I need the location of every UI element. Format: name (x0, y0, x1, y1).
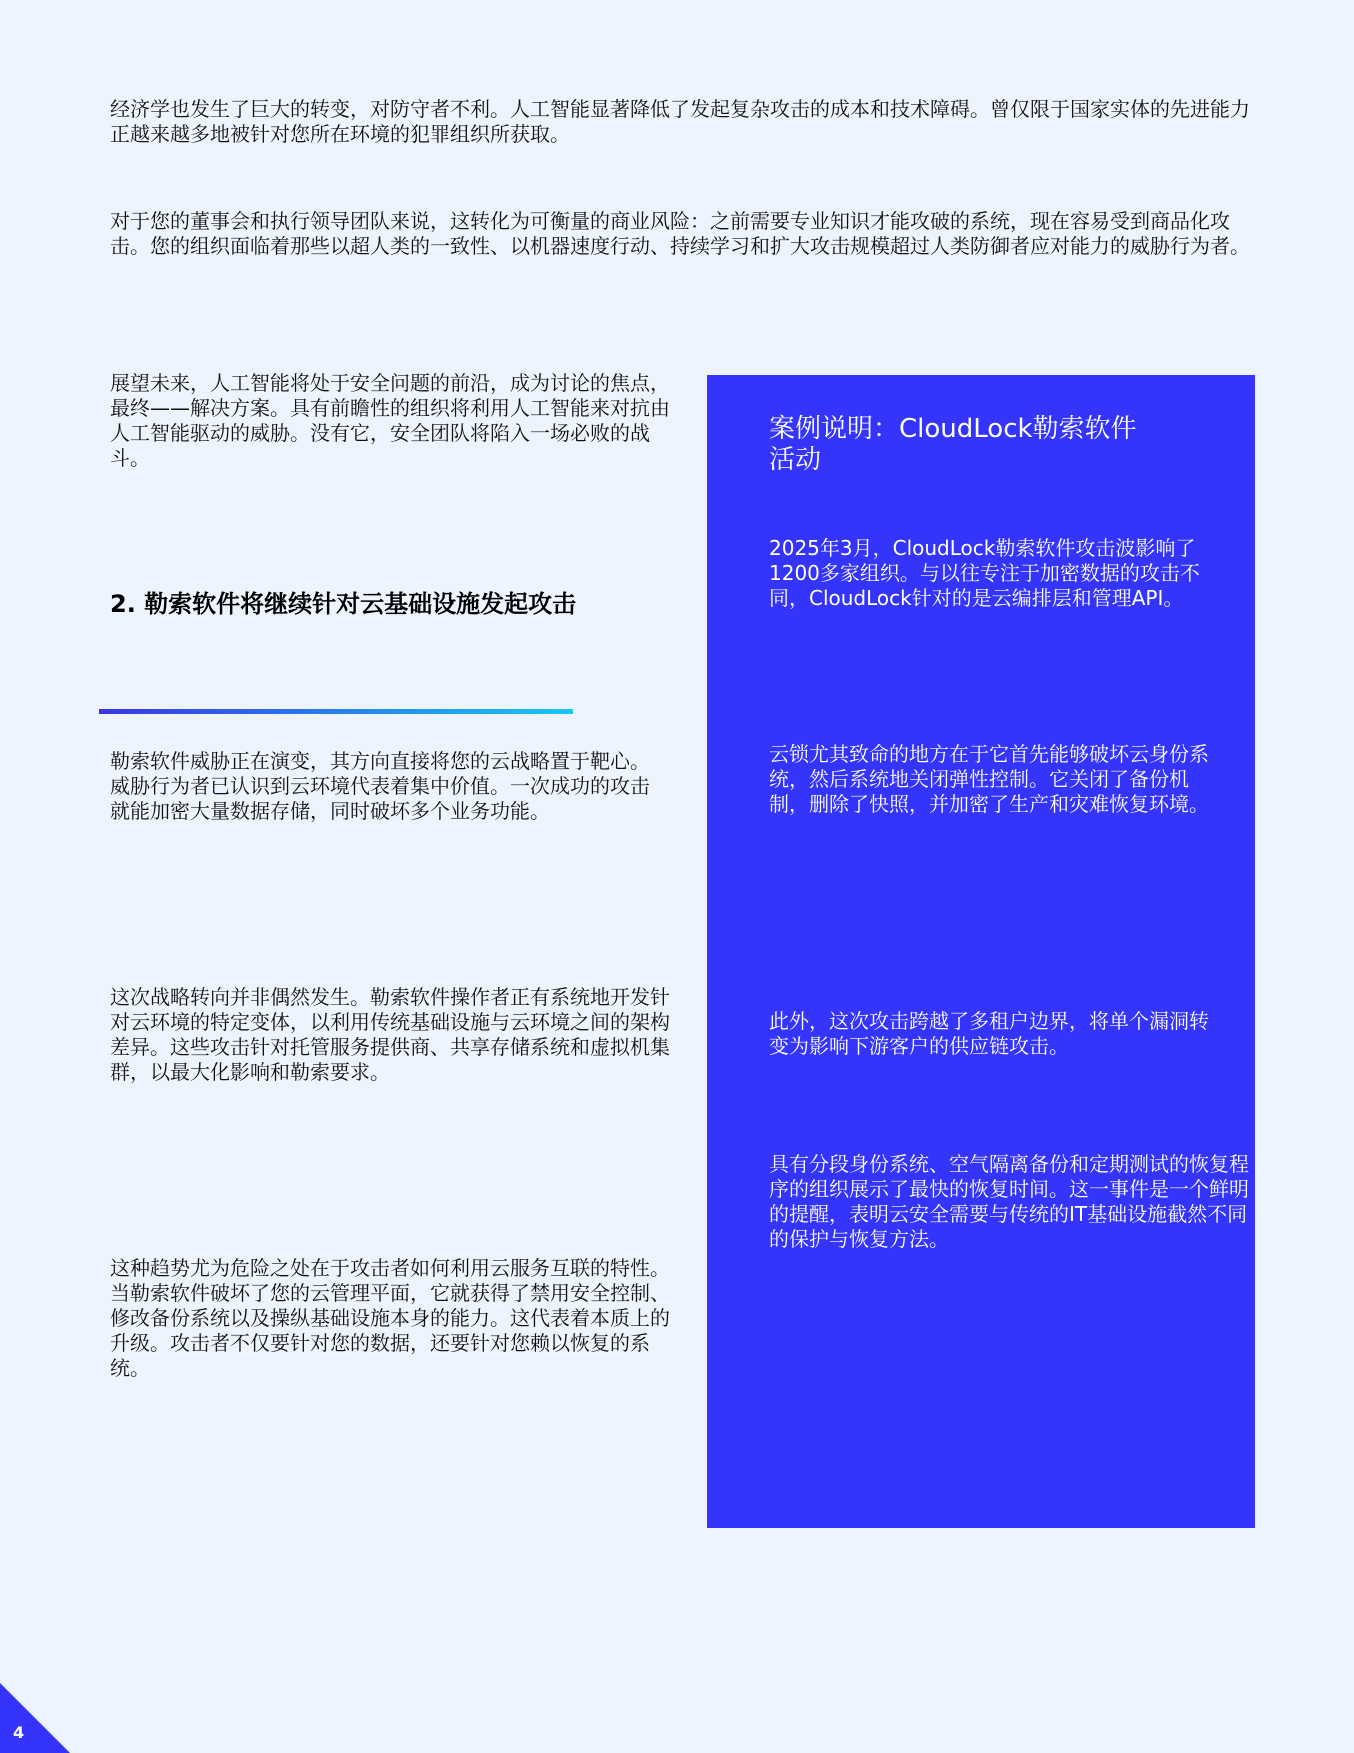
case-study-paragraph-recovery: 具有分段身份系统、空气隔离备份和定期测试的恢复程序的组织展示了最快的恢复时间。这一事件是一个鲜明的提醒，表明云安全需要与传统的IT基础设施截然不同的保护与恢复方法。 (769, 1152, 1249, 1251)
page-number: 4 (13, 1723, 25, 1742)
intro-paragraph-outlook: 展望未来，人工智能将处于安全问题的前沿，成为讨论的焦点，最终——解决方案。具有前瞻性的组织将利用人工智能来对抗由人工智能驱动的威胁。没有它，安全团队将陷入一场必败的战斗。 (110, 371, 670, 470)
page-corner-tab (0, 1683, 70, 1753)
case-study-paragraph-impact: 云锁尤其致命的地方在于它首先能够破坏云身份系统，然后系统地关闭弹性控制。它关闭了备份机制，删除了快照，并加密了生产和灾难恢复环境。 (769, 742, 1209, 816)
intro-paragraph-economics: 经济学也发生了巨大的转变，对防守者不利。人工智能显著降低了发起复杂攻击的成本和技术障碍。曾仅限于国家实体的先进能力正越来越多地被针对您所在环境的犯罪组织所获取。 (110, 97, 1250, 146)
case-study-paragraph-overview: 2025年3月，CloudLock勒索软件攻击波影响了1200多家组织。与以往专注于加密数据的攻击不同，CloudLock针对的是云编排层和管理API。 (769, 536, 1200, 610)
intro-paragraph-business-risk: 对于您的董事会和执行领导团队来说，这转化为可衡量的商业风险：之前需要专业知识才能攻破的系统，现在容易受到商品化攻击。您的组织面临着那些以超人类的一致性、以机器速度行动、持续学习和扩大攻击规模超过人类防御者应对能力的威胁行为者。 (110, 209, 1250, 258)
ransomware-paragraph-danger: 这种趋势尤为危险之处在于攻击者如何利用云服务互联的特性。当勒索软件破坏了您的云管理平面，它就获得了禁用安全控制、修改备份系统以及操纵基础设施本身的能力。这代表着本质上的升级。攻击者不仅要针对您的数据，还要针对您赖以恢复的系统。 (110, 1256, 670, 1380)
case-study-paragraph-multitenant: 此外，这次攻击跨越了多租户边界，将单个漏洞转变为影响下游客户的供应链攻击。 (769, 1009, 1209, 1058)
heading-divider (99, 709, 573, 714)
case-study-title: 案例说明：CloudLock勒索软件活动 (769, 414, 1137, 475)
case-study-panel (707, 375, 1255, 1528)
ransomware-paragraph-strategy: 这次战略转向并非偶然发生。勒索软件操作者正有系统地开发针对云环境的特定变体，以利用传统基础设施与云环境之间的架构差异。这些攻击针对托管服务提供商、共享存储系统和虚拟机集群，以最大化影响和勒索要求。 (110, 985, 670, 1084)
ransomware-paragraph-evolution: 勒索软件威胁正在演变，其方向直接将您的云战略置于靶心。威胁行为者已认识到云环境代表着集中价值。一次成功的攻击就能加密大量数据存储，同时破坏多个业务功能。 (110, 749, 650, 823)
section-heading: 2. 勒索软件将继续针对云基础设施发起攻击 (110, 590, 577, 618)
